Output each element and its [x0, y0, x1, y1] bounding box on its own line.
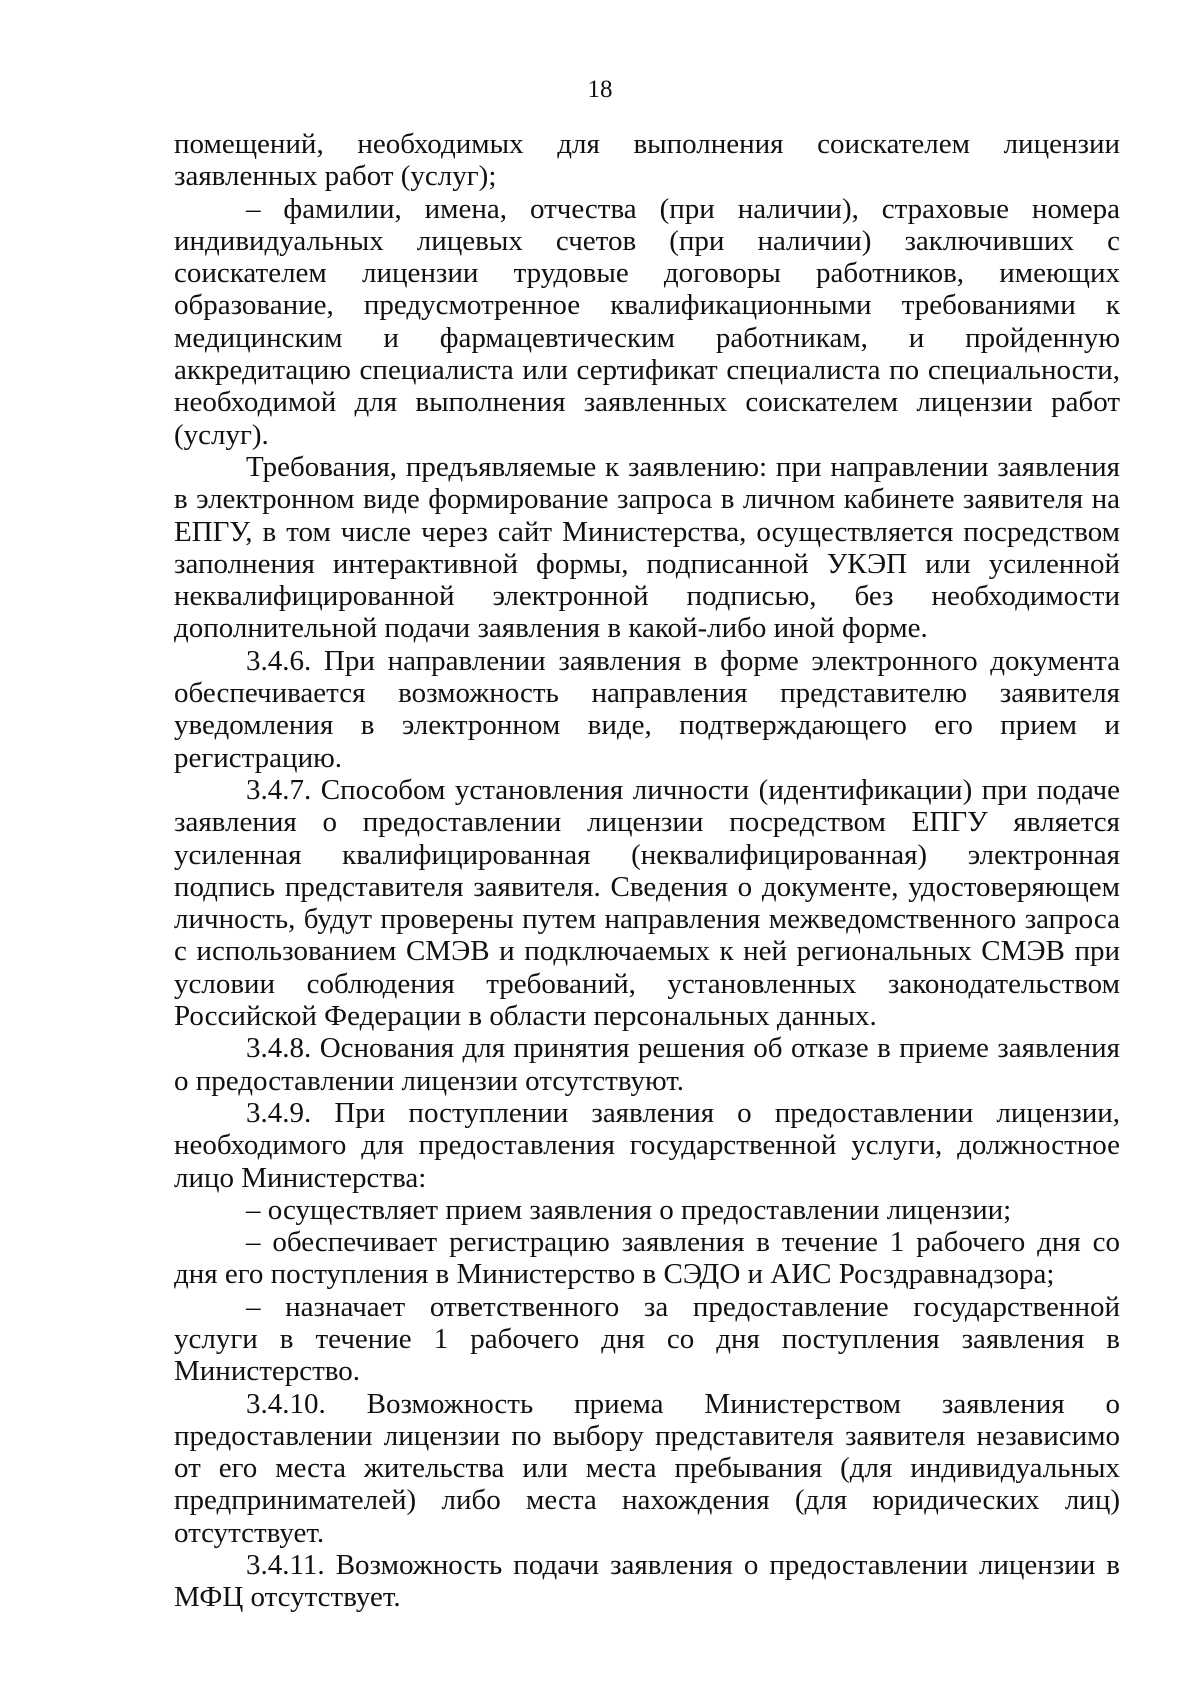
paragraph: 3.4.6. При направлении заявления в форме электронного документа обеспечивается возможность направления представителю заявителя уведомления в электронном виде, подтверждающего его прием и регистрацию. — [174, 644, 1120, 774]
paragraph: Требования, предъявляемые к заявлению: при направлении заявления в электронном виде формирование запроса в личном кабинете заявителя на ЕПГУ, в том числе через сайт Министерства, осуществляется посредством заполнения интерактивной формы, подписанной УКЭП или усиленной неквалифицированной электронной подписью, без необходимости дополнительной подачи заявления в какой-либо иной форме. — [174, 450, 1120, 645]
paragraph: 3.4.10. Возможность приема Министерством заявления о предоставлении лицензии по выбору представителя заявителя независимо от его места жительства или места пребывания (для индивидуальных предпринимателей) либо места нахождения (для юридических лиц) отсутствует. — [174, 1387, 1120, 1549]
paragraph: 3.4.7. Способом установления личности (идентификации) при подаче заявления о предоставлении лицензии посредством ЕПГУ является усиленная квалифицированная (неквалифицированная) электронная подпись представителя заявителя. Сведения о документе, удостоверяющем личность, будут проверены путем направления межведомственного запроса с использованием СМЭВ и подключаемых к ней региональных СМЭВ при условии соблюдения требований, установленных законодательством Российской Федерации в области персональных данных. — [174, 773, 1120, 1033]
paragraph: 3.4.9. При поступлении заявления о предоставлении лицензии, необходимого для предоставления государственной услуги, должностное лицо Министерства: — [174, 1096, 1120, 1194]
document-body — [174, 128, 1120, 1614]
list-item: – осуществляет прием заявления о предоставлении лицензии; — [246, 1193, 1012, 1226]
paragraph: 3.4.8. Основания для принятия решения об отказе в приеме заявления о предоставлении лицензии отсутствуют. — [174, 1032, 1120, 1097]
page-number: 18 — [587, 76, 613, 103]
paragraph: 3.4.11. Возможность подачи заявления о предоставлении лицензии в МФЦ отсутствует. — [174, 1549, 1120, 1614]
paragraph: – фамилии, имена, отчества (при наличии), страховые номера индивидуальных лицевых счетов (при наличии) заключивших с соискателем лицензии трудовые договоры работников, имеющих образование, предусмотренное квалификационными требованиями к медицинским и фармацевтическим работникам, и пройденную аккредитацию специалиста или сертификат специалиста по специальности, необходимой для выполнения заявленных соискателем лицензии работ (услуг). — [174, 192, 1120, 451]
list-item: – обеспечивает регистрацию заявления в течение 1 рабочего дня со дня его поступления в Министерство в СЭДО и АИС Росздравнадзора; — [174, 1226, 1120, 1291]
list-item: – назначает ответственного за предоставление государственной услуги в течение 1 рабочего дня со дня поступления заявления в Министерство. — [174, 1290, 1120, 1388]
paragraph: помещений, необходимых для выполнения соискателем лицензии заявленных работ (услуг); — [174, 128, 1120, 193]
